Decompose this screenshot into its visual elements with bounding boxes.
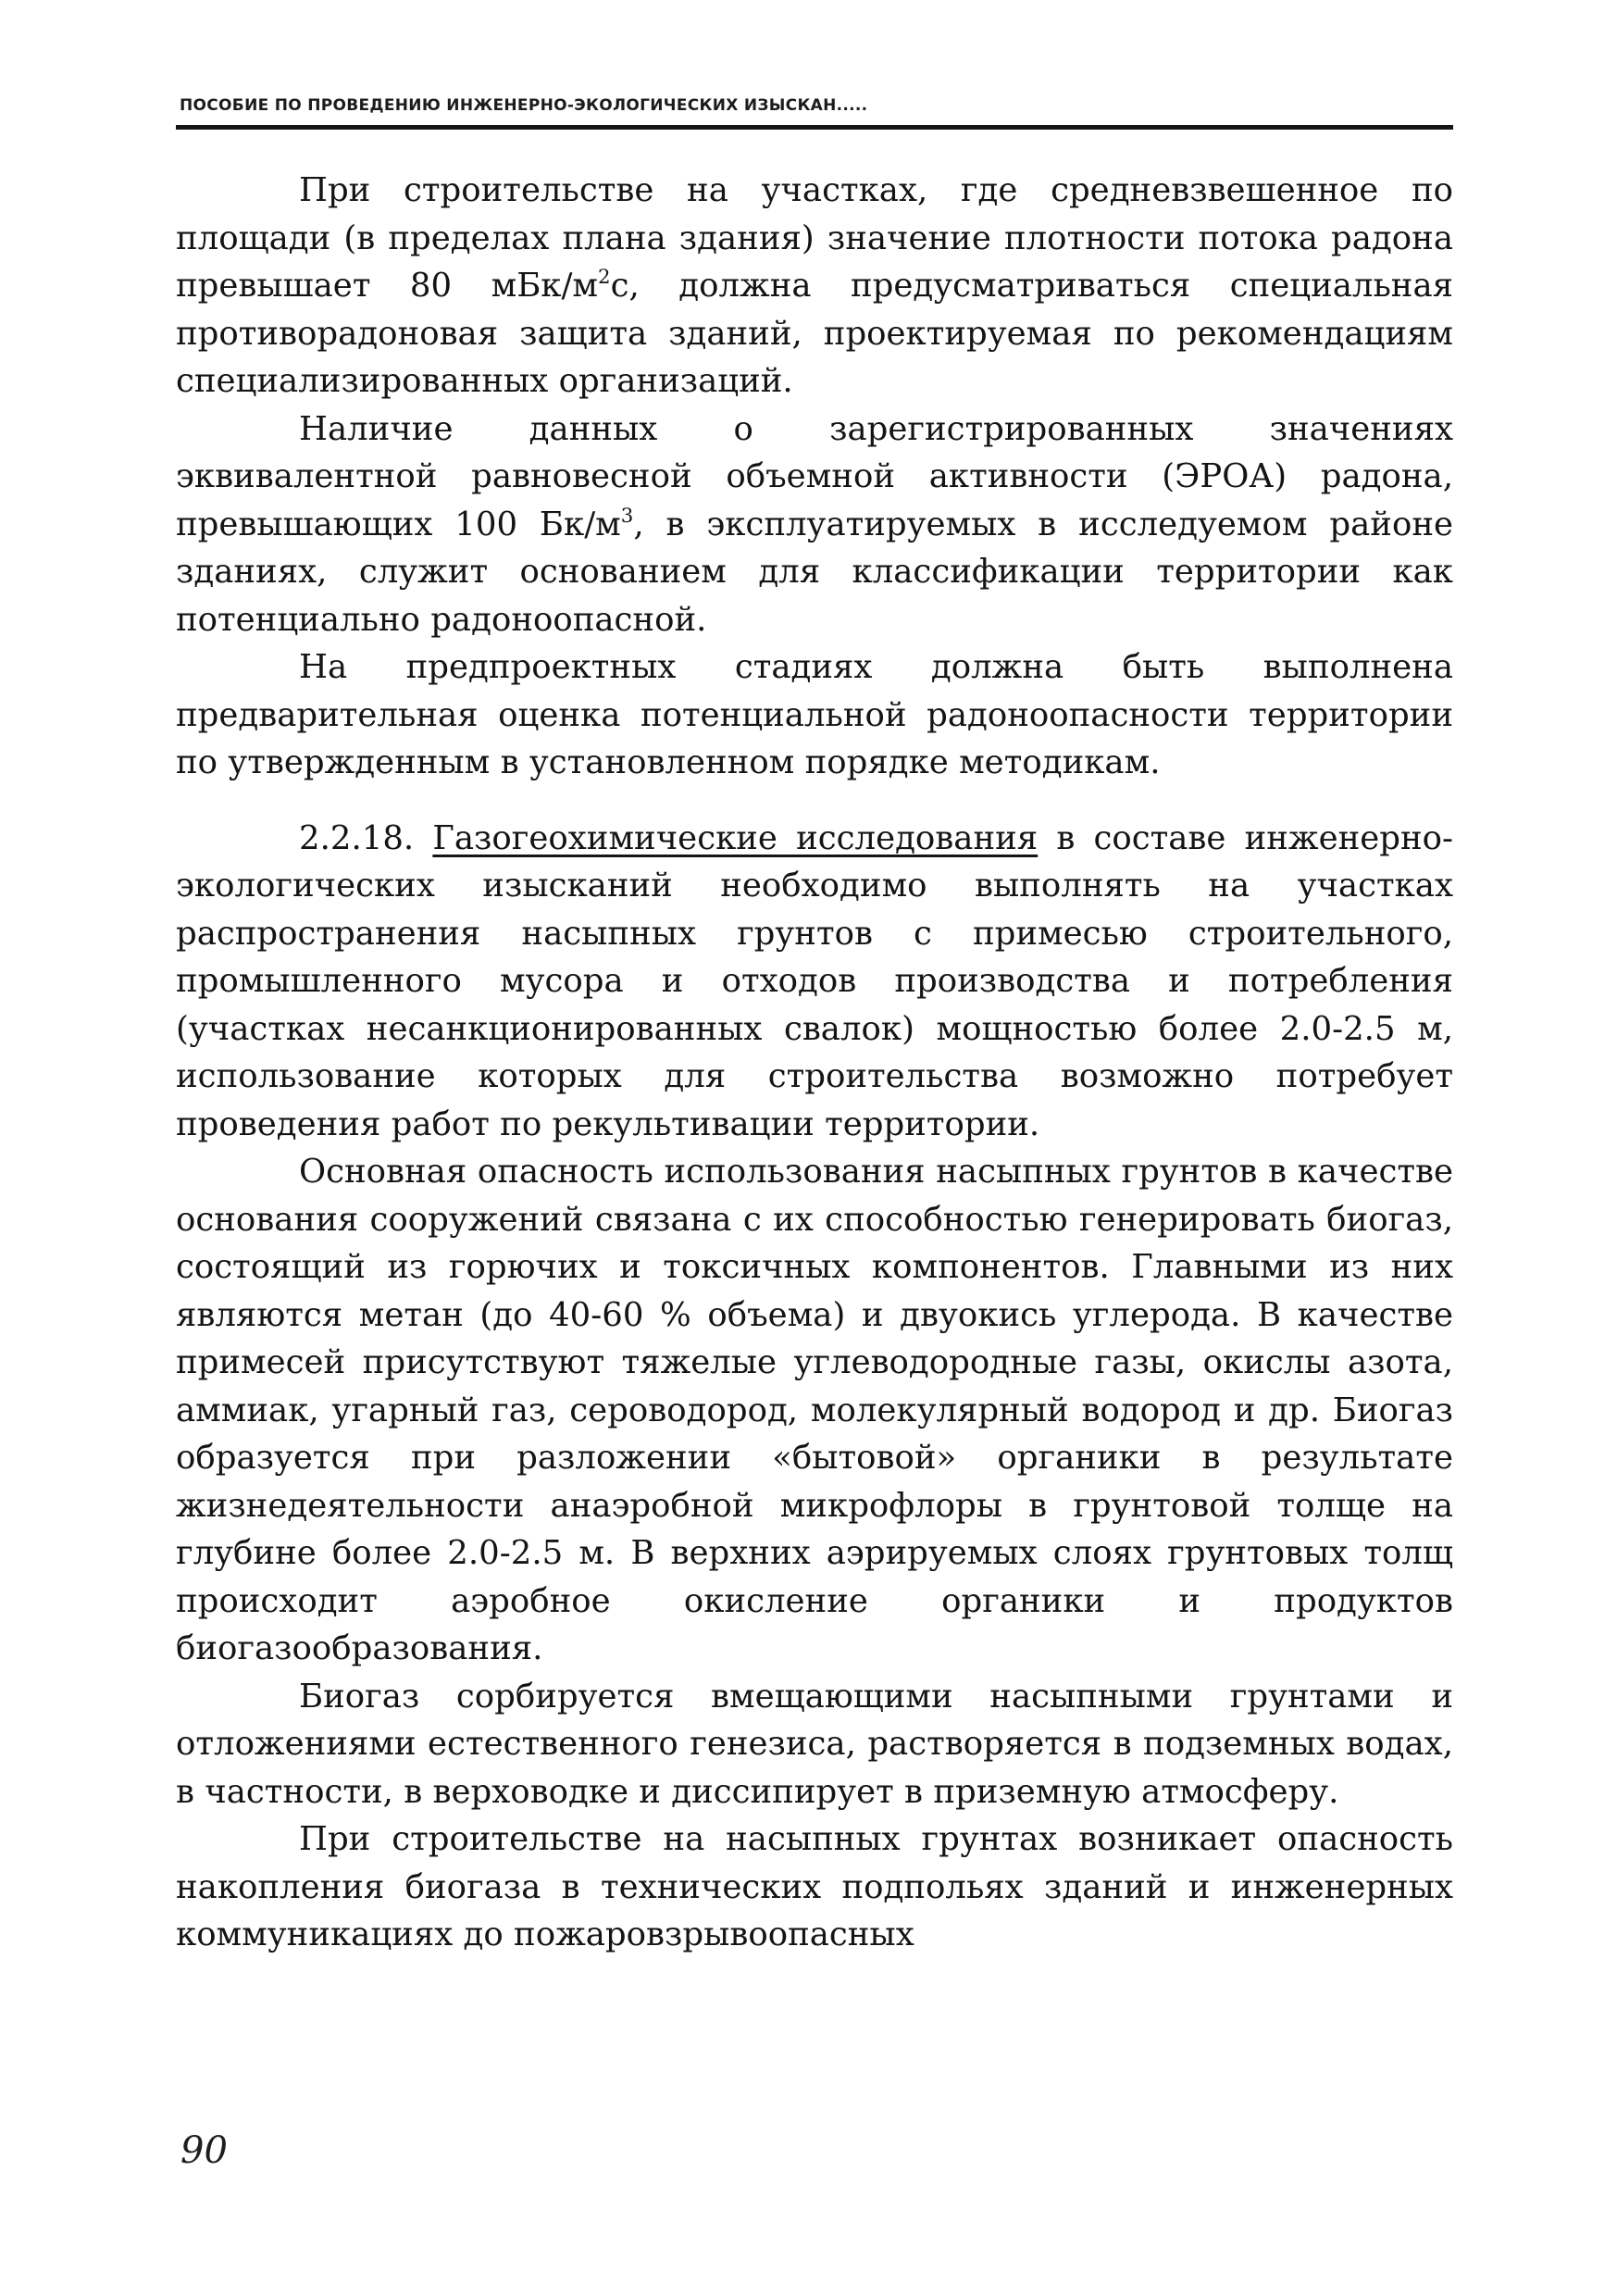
superscript: 3 xyxy=(620,504,634,528)
paragraph-biogas-accumulation: При строительстве на насыпных грунтах возникает опасность накопления биогаза в технических подпольях зданий и инженерных коммуникациях до пожаровзрывоопасных xyxy=(176,1820,1453,1953)
header-rule xyxy=(176,125,1453,130)
paragraph-text: с, должна предусматриваться специальная противорадоновая защита зданий, проектируемая по рекомендациям специализированных организаций. xyxy=(176,267,1454,400)
section-number: 2.2.18. xyxy=(299,818,415,857)
superscript: 2 xyxy=(598,266,611,290)
paragraph-text: При строительстве на участках, где средневзвешенное по площади (в пределах плана здания) значение плотности потока радона превышает 80 мБк/м xyxy=(176,171,1453,305)
page-number: 90 xyxy=(180,2129,228,2172)
document-page xyxy=(176,81,1453,1959)
section-text: в составе инженерно-экологических изысканий необходимо выполнять на участках распространения насыпных грунтов с примесью строительного, промышленного мусора и отходов производства и потребления (участках несанкционированных свалок) мощностью более 2.0-2.5 м, использование которых для строительства возможно потребует проведения работ по рекультивации территории. xyxy=(176,818,1453,1143)
body-text xyxy=(176,167,1453,1959)
paragraph-preliminary-assessment: На предпроектных стадиях должна быть выполнена предварительная оценка потенциальной радоноопасности территории по утвержденным в установленном порядке методикам. xyxy=(176,648,1453,781)
paragraph-radon-flux xyxy=(176,167,1453,406)
running-header: ПОСОБИЕ ПО ПРОВЕДЕНИЮ ИНЖЕНЕРНО-ЭКОЛОГИЧЕСКИХ ИЗЫСКАН..... xyxy=(180,96,868,115)
paragraph-text: , в эксплуатируемых в исследуемом районе зданиях, служит основанием для классификации территории как потенциально радоноопасной. xyxy=(176,505,1453,639)
paragraph-biogas-sorption: Биогаз сорбируется вмещающими насыпными грунтами и отложениями естественного генезиса, растворяется в подземных водах, в частности, в верховодке и диссипирует в приземную атмосферу. xyxy=(176,1677,1453,1811)
section-title: Газогеохимические исследования xyxy=(432,818,1039,857)
paragraph-eroa xyxy=(176,406,1453,644)
paragraph-text: Наличие данных о зарегистрированных значениях эквивалентной равновесной объемной активности (ЭРОА) радона, превышающих 100 Бк/м xyxy=(176,409,1453,543)
section-2-2-18 xyxy=(176,815,1453,1149)
paragraph-biogas-hazard: Основная опасность использования насыпных грунтов в качестве основания сооружений связана с их способностью генерировать биогаз, состоящий из горючих и токсичных компонентов. Главными из них являются метан (до 40-60 % объема) и двуокись углерода. В качестве примесей присутствуют тяжелые углеводородные газы, окислы азота, аммиак, угарный газ, сероводород, молекулярный водород и др. Биогаз образуется при разложении «бытовой» органики в результате жизнедеятельности анаэробной микрофлоры в грунтовой толще на глубине более 2.0-2.5 м. В верхних аэрируемых слоях грунтовых толщ происходит аэробное окисление органики и продуктов биогазообразования. xyxy=(176,1153,1453,1667)
